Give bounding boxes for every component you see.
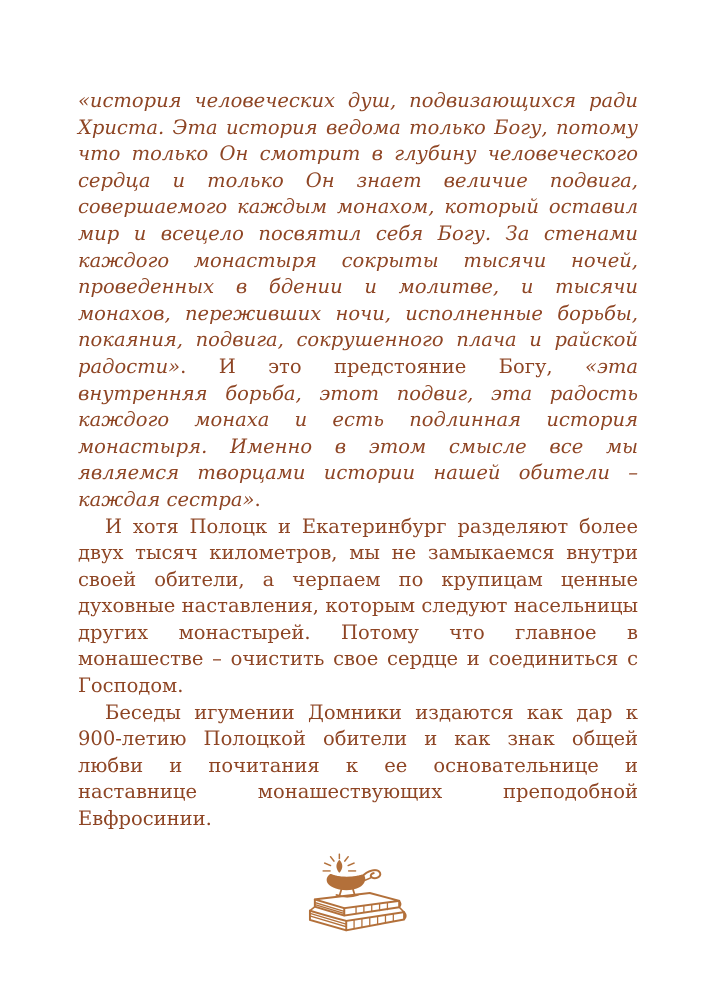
quote-segment: «история человеческих душ, подвизающихся ради Христа. Эта история ведома только Богу, потому что только Он смотрит в глубину человеческого сердца и только Он знает величие подвига, совершаемого каждым монахом, который оставил мир и всецело посвятил себя Богу. За стенами каждого монастыря сокрыты тысячи ночей, проведенных в бдении и молитве, и тысячи монахов, переживших ночи, исполненные борьбы, покаяния, подвига, сокрушенного плача и райской радости»	[78, 89, 638, 378]
ornament-tailpiece	[307, 851, 409, 936]
books-and-lamp-icon	[307, 851, 409, 936]
paragraph: Беседы игумении Домники издаются как дар к 900-летию Полоцкой обители и как знак общей любви и почитания к ее основательнице и наставнице монашествующих преподобной Евфросинии.	[78, 700, 638, 831]
text-block	[78, 88, 638, 936]
paragraph: И хотя Полоцк и Екатеринбург разделяют более двух тысяч километров, мы не замыкаемся внутри своей обители, а черпаем по крупицам ценные духовные наставления, которым следуют насельницы других монастырей. Потому что главное в монашестве – очистить свое сердце и соединиться с Господом.	[78, 514, 638, 698]
narration-segment: . И это предстояние Богу,	[180, 354, 586, 378]
quote-segment: «эта внутренняя борьба, этот подвиг, эта радость каждого монаха и есть подлинная история монастыря. Именно в этом смысле все мы являемся творцами истории нашей обители – каждая сестра»	[78, 354, 638, 511]
paragraph-quote	[78, 88, 638, 514]
narration-segment: .	[254, 487, 261, 511]
